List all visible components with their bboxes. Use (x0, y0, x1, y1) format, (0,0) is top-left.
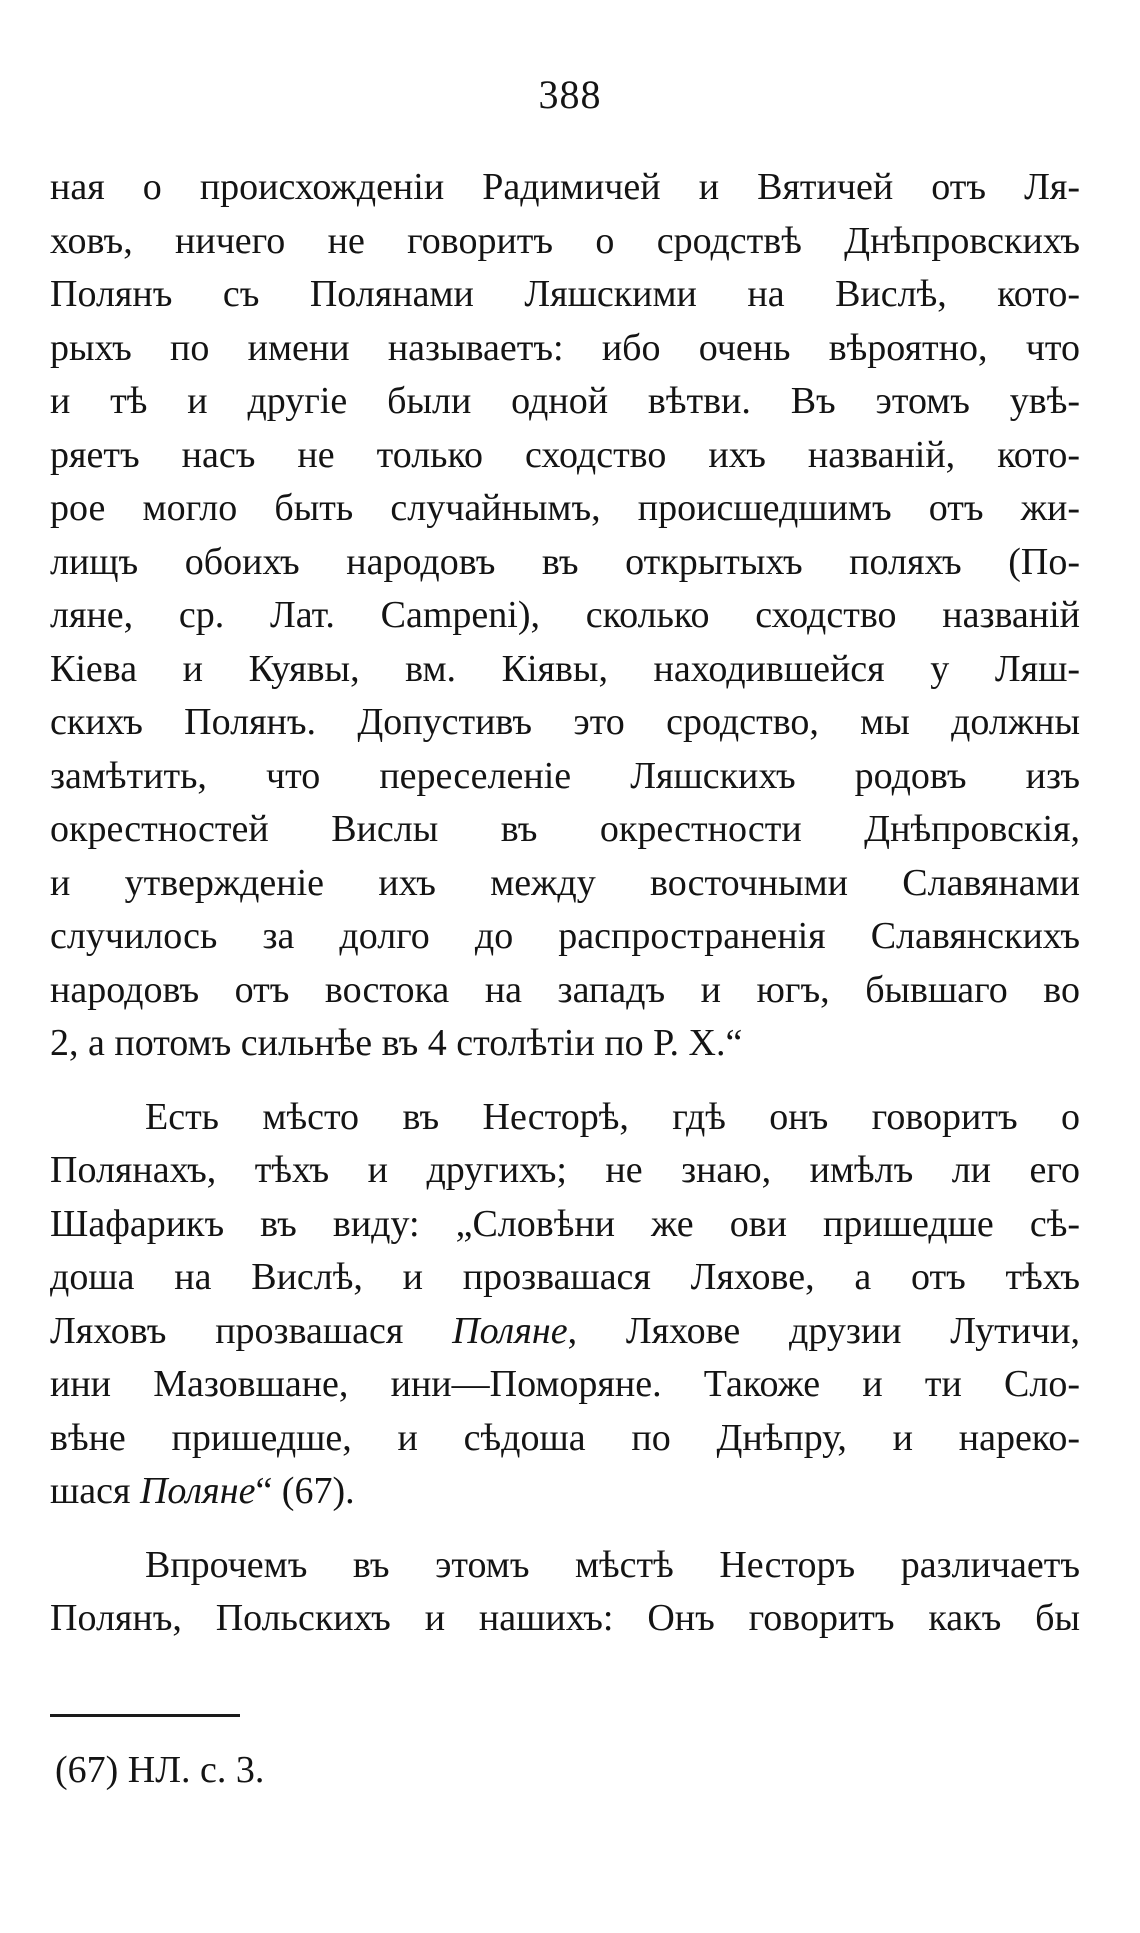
text-line: ховъ, ничего не говоритъ о сродствѣ Днѣпровскихъ (50, 219, 1080, 262)
text-line: рыхъ по имени называетъ: ибо очень вѣроятно, что (50, 326, 1080, 369)
text-line: и тѣ и другіе были одной вѣтви. Въ этомъ увѣ- (50, 380, 1080, 422)
text-line: Полянахъ, тѣхъ и другихъ; не знаю, имѣлъ ли его (50, 1149, 1080, 1191)
paragraph-1 (50, 161, 1080, 1071)
text-line: рое могло быть случайнымъ, происшедшимъ отъ жи- (50, 487, 1080, 529)
text-line: скихъ Полянъ. Допустивъ это сродство, мы должны (50, 701, 1080, 743)
text-line: и утвержденіе ихъ между восточными Славянами (50, 861, 1080, 904)
text-line: ряетъ насъ не только сходство ихъ названій, кото- (50, 433, 1080, 476)
footnote-rule (50, 1714, 240, 1717)
text-line: Впрочемъ въ этомъ мѣстѣ Несторъ различаетъ (145, 1543, 1080, 1586)
text-line: окрестностей Вислы въ окрестности Днѣпровскія, (50, 808, 1080, 850)
paragraph-3 (50, 1539, 1080, 1646)
text-line: ляне, ср. Лат. Campeni), сколько сходство названій (50, 594, 1080, 636)
footnote: (67) НЛ. с. 3. (55, 1749, 265, 1791)
text-line: замѣтить, что переселеніе Ляшскихъ родовъ изъ (50, 754, 1080, 797)
text-line: шася Поляне“ (67). (50, 1470, 355, 1512)
text-line: ини Мазовшане, ини—Поморяне. Такоже и ти Сло- (50, 1363, 1080, 1405)
text-line: 2, а потомъ сильнѣе въ 4 столѣтіи по Р. Х.“ (50, 1022, 743, 1064)
text-line: ная о происхожденіи Радимичей и Вятичей отъ Ля- (50, 166, 1080, 208)
text-line: Полянъ съ Полянами Ляшскими на Вислѣ, кото- (50, 273, 1080, 315)
body-text (50, 161, 1080, 1646)
text-line: народовъ отъ востока на западъ и югъ, бывшаго во (50, 968, 1080, 1011)
text-line: доша на Вислѣ, и прозвашася Ляхове, а отъ тѣхъ (50, 1256, 1080, 1298)
text-line: Кіева и Куявы, вм. Кіявы, находившейся у Ляш- (50, 647, 1080, 690)
text-line: Шафарикъ въ виду: „Словѣни же ови пришедше сѣ- (50, 1202, 1080, 1245)
paragraph-2 (50, 1091, 1080, 1519)
text-line: Есть мѣсто въ Несторѣ, гдѣ онъ говоритъ о (145, 1095, 1080, 1138)
text-line: Полянъ, Польскихъ и нашихъ: Онъ говоритъ какъ бы (50, 1597, 1080, 1639)
text-line: случилось за долго до распространенія Славянскихъ (50, 915, 1080, 957)
text-line: лищъ обоихъ народовъ въ открытыхъ поляхъ (По- (50, 540, 1080, 583)
text-line: Ляховъ прозвашася Поляне, Ляхове друзии Лутичи, (50, 1309, 1081, 1352)
text-line: вѣне пришедше, и сѣдоша по Днѣпру, и нареко- (50, 1416, 1080, 1459)
page-number: 388 (538, 72, 602, 117)
